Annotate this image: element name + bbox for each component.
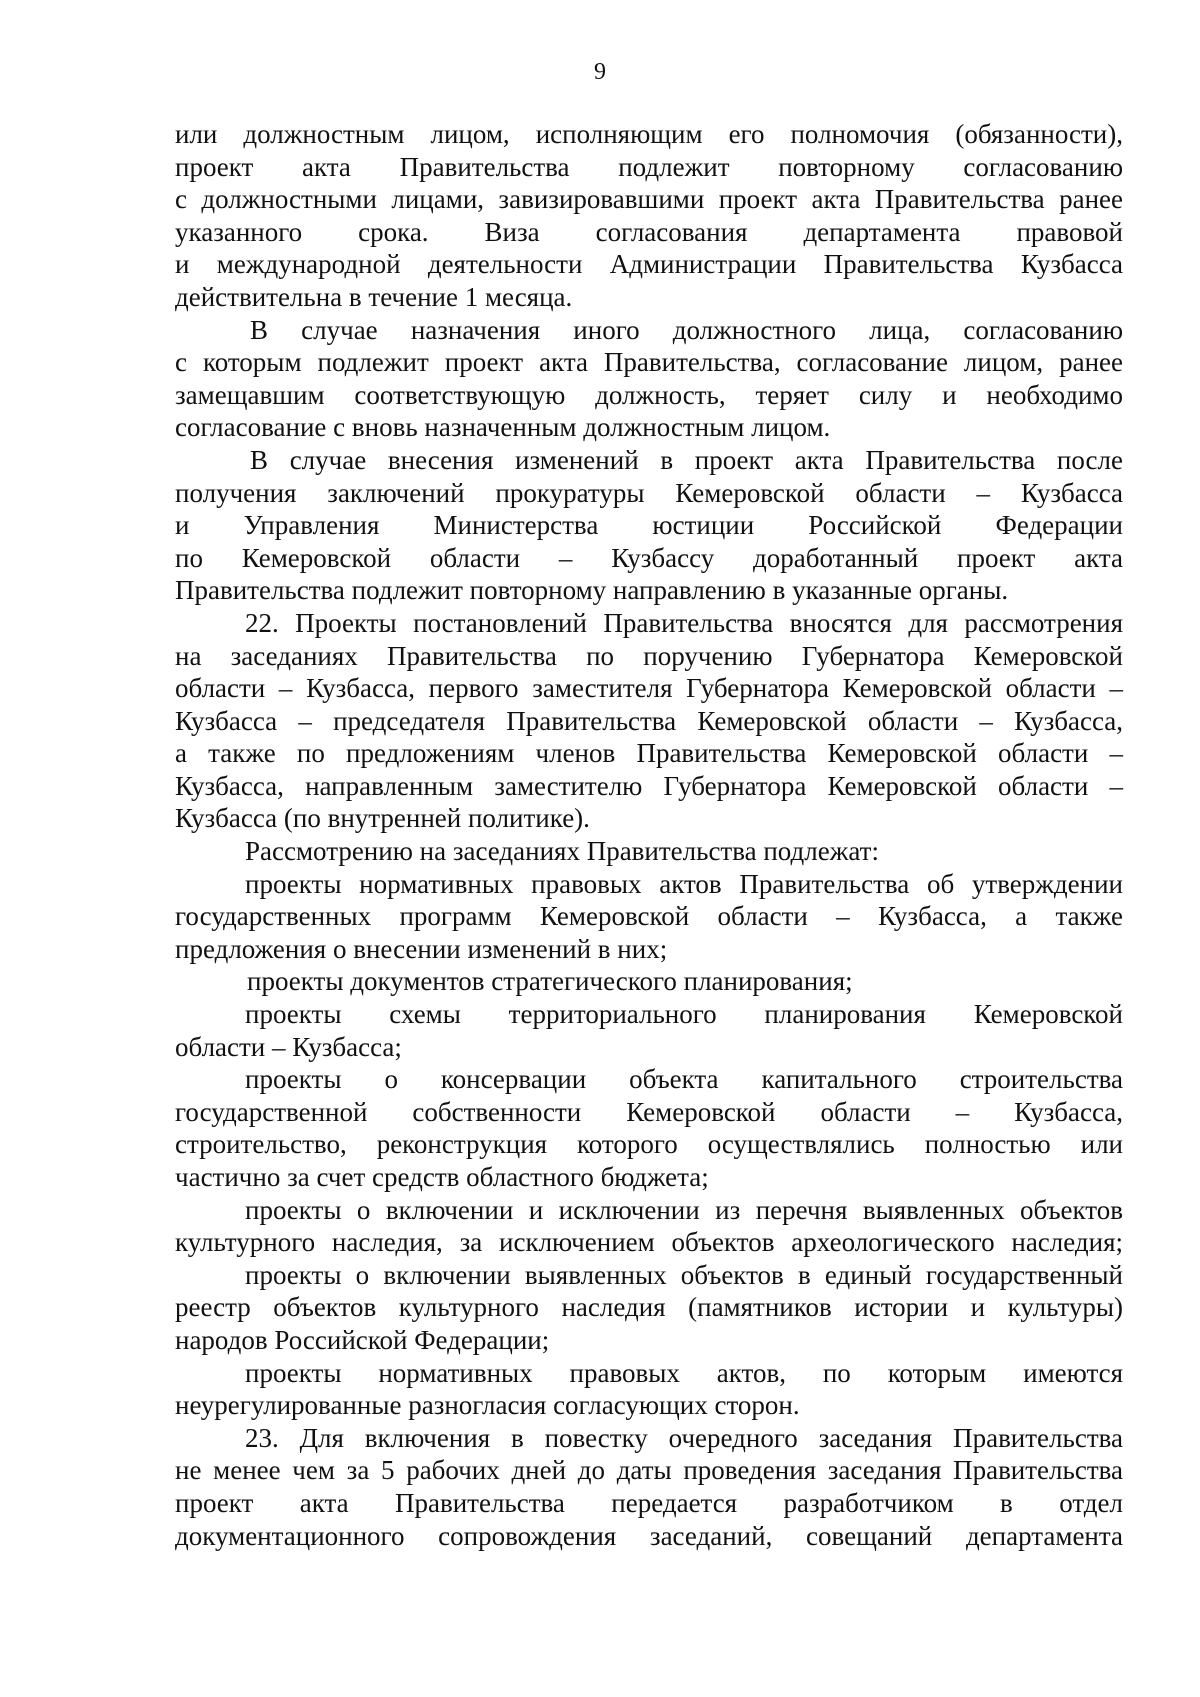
text-line: с которым подлежит проект акта Правительства, согласование лицом, ранее	[175, 347, 1123, 378]
text-line: государственных программ Кемеровской области – Кузбасса, а также	[175, 901, 1123, 932]
text-line: области – Кузбасса, первого заместителя Губернатора Кемеровской области –	[175, 673, 1123, 704]
text-line: народов Российской Федерации;	[175, 1324, 550, 1355]
text-line: согласование с вновь назначенным должностным лицом.	[175, 412, 831, 443]
text-line: реестр объектов культурного наследия (памятников истории и культуры)	[175, 1292, 1123, 1323]
text-line: частично за счет средств областного бюджета;	[175, 1162, 709, 1192]
text-line: проекты нормативных правовых актов, по которым имеются	[245, 1357, 1123, 1388]
text-line: не менее чем за 5 рабочих дней до даты проведения заседания Правительства	[175, 1455, 1123, 1486]
text-line: В случае назначения иного должностного лица, согласованию	[250, 314, 1123, 345]
text-line: неурегулированные разногласия согласующих сторон.	[175, 1390, 800, 1421]
text-line: проекты о включении и исключении из перечня выявленных объектов	[245, 1194, 1123, 1225]
text-line: строительство, реконструкция которого осуществлялись полностью или	[175, 1129, 1123, 1160]
text-line: 22. Проекты постановлений Правительства вносятся для рассмотрения	[245, 607, 1123, 638]
text-line: проект акта Правительства передается разработчиком в отдел	[175, 1487, 1123, 1518]
text-line: проекты о консервации объекта капитального строительства	[245, 1064, 1123, 1095]
text-line: предложения о внесении изменений в них;	[175, 933, 668, 964]
text-line: В случае внесения изменений в проект акта Правительства после	[250, 444, 1123, 475]
text-line: государственной собственности Кемеровской области – Кузбасса,	[175, 1096, 1123, 1127]
document-body	[175, 118, 1123, 1552]
text-line: замещавшим соответствующую должность, теряет силу и необходимо	[175, 379, 1123, 410]
text-line: проекты нормативных правовых актов Правительства об утверждении	[245, 868, 1123, 899]
text-line: или должностным лицом, исполняющим его полномочия (обязанности),	[175, 119, 1123, 149]
page-number: 9	[594, 59, 606, 85]
text-line: и Управления Министерства юстиции Российской Федерации	[175, 510, 1123, 541]
text-line: Кузбасса (по внутренней политике).	[175, 803, 590, 834]
text-line: проект акта Правительства подлежит повторному согласованию	[175, 151, 1123, 182]
text-line: документационного сопровождения заседаний, совещаний департамента	[175, 1520, 1123, 1551]
text-line: области – Кузбасса;	[175, 1031, 402, 1062]
text-line: культурного наследия, за исключением объектов археологического наследия;	[175, 1227, 1123, 1258]
text-line: с должностными лицами, завизировавшими проект акта Правительства ранее	[175, 184, 1123, 215]
text-line: а также по предложениям членов Правительства Кемеровской области –	[175, 738, 1123, 769]
text-line: проекты схемы территориального планирования Кемеровской	[245, 999, 1123, 1030]
text-line: проекты документов стратегического планирования;	[247, 966, 853, 997]
text-line: и международной деятельности Администрации Правительства Кузбасса	[175, 249, 1123, 280]
text-line: по Кемеровской области – Кузбассу доработанный проект акта	[175, 542, 1123, 573]
text-line: Правительства подлежит повторному направлению в указанные органы.	[175, 575, 1009, 606]
text-line: получения заключений прокуратуры Кемеровской области – Кузбасса	[175, 477, 1123, 508]
text-line: проекты о включении выявленных объектов в единый государственный	[245, 1259, 1123, 1290]
text-line: на заседаниях Правительства по поручению Губернатора Кемеровской	[175, 640, 1123, 671]
text-line: Рассмотрению на заседаниях Правительства подлежат:	[245, 836, 879, 867]
text-line: Кузбасса – председателя Правительства Кемеровской области – Кузбасса,	[175, 705, 1123, 736]
text-line: Кузбасса, направленным заместителю Губернатора Кемеровской области –	[175, 770, 1123, 801]
text-line: указанного срока. Виза согласования департамента правовой	[175, 216, 1123, 247]
text-line: 23. Для включения в повестку очередного заседания Правительства	[245, 1422, 1123, 1453]
text-line: действительна в течение 1 месяца.	[175, 281, 573, 312]
